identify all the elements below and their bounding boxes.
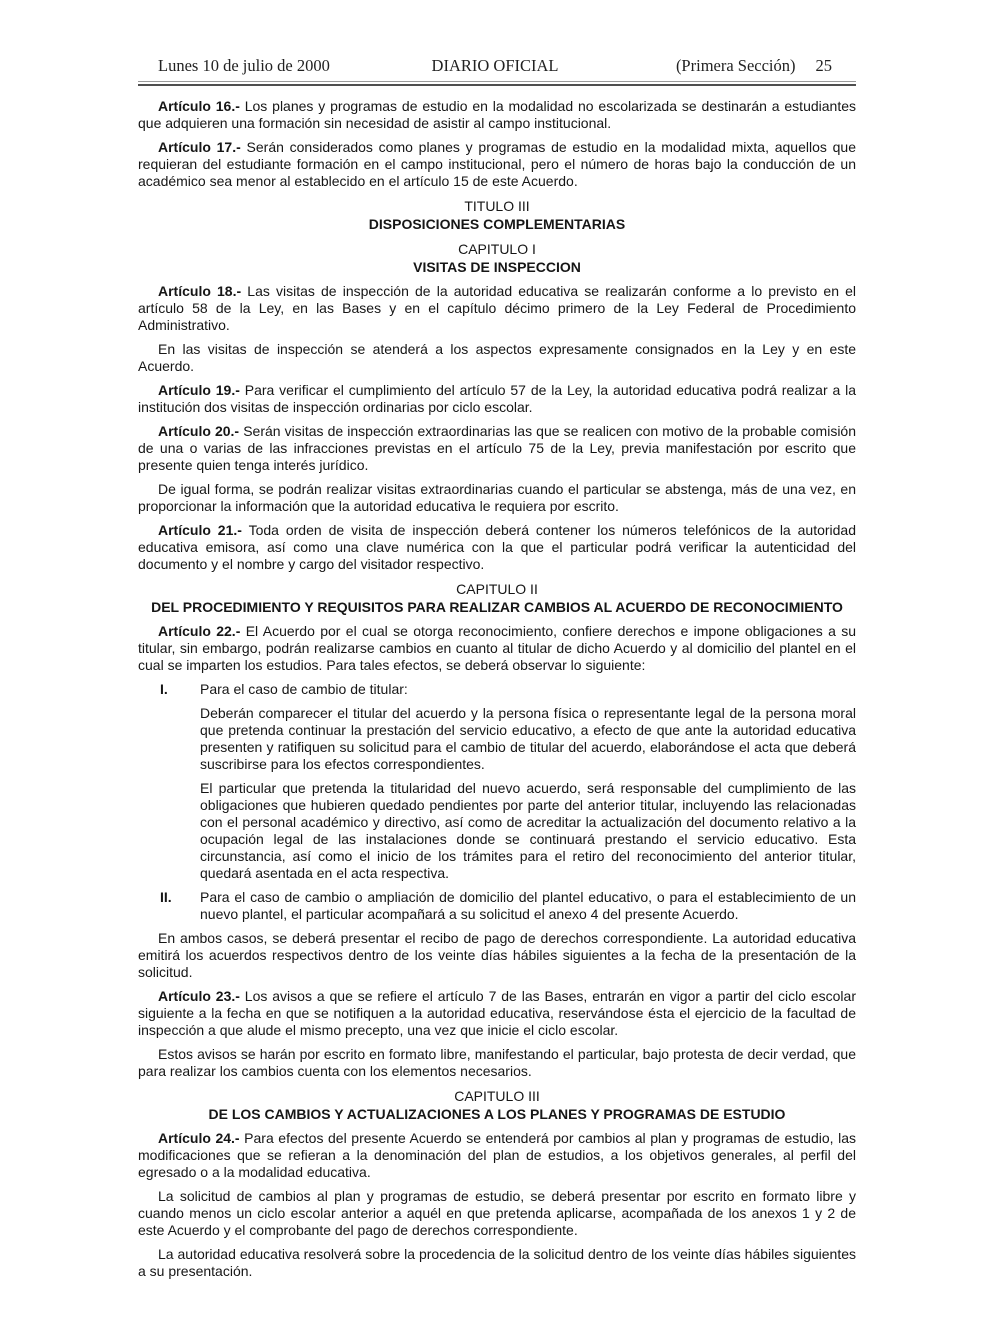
article-number-label: Artículo 21.- xyxy=(158,522,242,538)
list-marker: II. xyxy=(160,889,172,905)
body-paragraph: Estos avisos se harán por escrito en formato libre, manifestando el particular, bajo protesta de decir verdad, que para realizar los cambios cuenta con los elementos necesarios. xyxy=(138,1046,856,1079)
article-number-label: Artículo 19.- xyxy=(158,382,240,398)
body-paragraph: En ambos casos, se deberá presentar el recibo de pago de derechos correspondiente. La autoridad educativa emitirá los acuerdos respectivos dentro de los veinte días hábiles siguientes a la fecha de la presentación de la solicitud. xyxy=(138,930,856,980)
section-label: CAPITULO I xyxy=(458,241,536,257)
article-paragraph: Artículo 24.- Para efectos del presente Acuerdo se entenderá por cambios al plan y programas de estudio, las modificaciones que se refieran a la denominación del plan de estudios, a los objetivos generales, al perfil del egresado o a la modalidad educativa. xyxy=(138,1130,856,1180)
header-title: DIARIO OFICIAL xyxy=(431,56,559,75)
header-section-label: (Primera Sección) xyxy=(675,56,796,75)
section-label: TITULO III xyxy=(464,198,530,214)
list-item xyxy=(138,889,856,923)
section-title: DEL PROCEDIMIENTO Y REQUISITOS PARA REALIZAR CAMBIOS AL ACUERDO DE RECONOCIMIENTO xyxy=(151,599,843,615)
section-label: CAPITULO II xyxy=(456,581,538,597)
header-right xyxy=(558,56,832,76)
document-body xyxy=(138,98,856,1280)
list-item-text: Para el caso de cambio de titular: xyxy=(200,681,408,697)
section-title: VISITAS DE INSPECCION xyxy=(413,259,581,275)
list-item xyxy=(138,681,856,698)
section-title: DE LOS CAMBIOS Y ACTUALIZACIONES A LOS PLANES Y PROGRAMAS DE ESTUDIO xyxy=(208,1106,786,1122)
header-rule xyxy=(138,81,856,86)
article-number-label: Artículo 24.- xyxy=(158,1130,240,1146)
section-title: DISPOSICIONES COMPLEMENTARIAS xyxy=(368,216,626,232)
body-paragraph: La autoridad educativa resolverá sobre la procedencia de la solicitud dentro de los veinte días hábiles siguientes a su presentación. xyxy=(138,1246,856,1279)
article-number-label: Artículo 18.- xyxy=(158,283,242,299)
article-number-label: Artículo 17.- xyxy=(158,139,241,155)
body-paragraph: Deberán comparecer el titular del acuerdo y la persona física o representante legal de la persona moral que pretenda continuar la prestación del servicio educativo, a efecto de que ante la autoridad educativa presenten y ratifiquen su solicitud para el cambio de titular del acuerdo, elaborándose el acta que deberá suscribirse para los efectos correspondientes. xyxy=(200,705,856,772)
body-paragraph: De igual forma, se podrán realizar visitas extraordinarias cuando el particular se abstenga, más de una vez, en proporcionar la información que la autoridad educativa le requiera por escrito. xyxy=(138,481,856,514)
article-number-label: Artículo 22.- xyxy=(158,623,241,639)
article-paragraph: Artículo 19.- Para verificar el cumplimiento del artículo 57 de la Ley, la autoridad educativa podrá realizar a la institución dos visitas de inspección ordinarias por ciclo escolar. xyxy=(138,382,857,415)
body-paragraph: La solicitud de cambios al plan y programas de estudio, se deberá presentar por escrito en formato libre y cuando menos un ciclo escolar anterior a aquél en que pretenda aplicarse, acompañada de los anexos 1 y 2 de este Acuerdo y el comprobante del pago de derechos correspondiente. xyxy=(138,1188,856,1238)
article-paragraph: Artículo 18.- Las visitas de inspección de la autoridad educativa se realizarán conforme a lo previsto en el artículo 58 de la Ley, en las Bases y en el capítulo décimo primero de la Ley Federal de Procedimiento Administrativo. xyxy=(138,283,857,333)
article-paragraph: Artículo 16.- Los planes y programas de estudio en la modalidad no escolarizada se destinarán a estudiantes que adquieren una formación sin necesidad de asistir al campo institucional. xyxy=(138,98,856,131)
list-item-text: Para el caso de cambio o ampliación de domicilio del plantel educativo, o para el establecimiento de un nuevo plantel, el particular acompañará a su solicitud el anexo 4 del presente Acuerdo. xyxy=(200,889,856,922)
article-paragraph: Artículo 21.- Toda orden de visita de inspección deberá contener los números telefónicos de la autoridad educativa emisora, así como una clave numérica con la que el particular podrá verificar la autenticidad del documento y el nombre y cargo del visitador respectivo. xyxy=(138,522,857,572)
body-paragraph: En las visitas de inspección se atenderá a los aspectos expresamente consignados en la Ley y en este Acuerdo. xyxy=(138,341,856,374)
list-marker: I. xyxy=(160,681,168,697)
article-number-label: Artículo 16.- xyxy=(158,98,240,114)
section-label: CAPITULO III xyxy=(454,1088,540,1104)
document-page xyxy=(0,56,990,1336)
article-number-label: Artículo 23.- xyxy=(158,988,240,1004)
header-date: Lunes 10 de julio de 2000 xyxy=(158,56,330,75)
article-number-label: Artículo 20.- xyxy=(158,423,240,439)
article-paragraph: Artículo 20.- Serán visitas de inspección extraordinarias las que se realicen con motivo de la probable comisión de una o varias de las infracciones previstas en el artículo 75 de la Ley, previa manifestación por escrito que presente quien tenga interés jurídico. xyxy=(138,423,857,473)
body-paragraph: El particular que pretenda la titularidad del nuevo acuerdo, será responsable del cumplimiento de las obligaciones que hubieren quedado pendientes por parte del anterior titular, incluyendo las relacionadas con el personal académico y directivo, así como de acreditar la actualización del documento relativo a la ocupación legal de las instalaciones donde se continuará prestando el servicio educativo. Esta circunstancia, así como el inicio de los trámites para el retiro del reconocimiento del anterior titular, quedará asentada en el acta respectiva. xyxy=(200,780,856,881)
article-paragraph: Artículo 23.- Los avisos a que se refiere el artículo 7 de las Bases, entrarán en vigor a partir del ciclo escolar siguiente a la fecha en que se notifiquen a la autoridad educativa, reservándose ésta el ejercicio de la facultad de inspección a que alude el mismo precepto, una vez que inicie el ciclo escolar. xyxy=(138,988,856,1038)
page-header xyxy=(138,56,856,81)
header-page-number: 25 xyxy=(815,56,833,75)
article-paragraph: Artículo 22.- El Acuerdo por el cual se otorga reconocimiento, confiere derechos e impone obligaciones a su titular, sin embargo, podrán realizarse cambios en cuanto al titular de dicho Acuerdo y al domicilio del plantel en el cual se imparten los estudios. Para tales efectos, se deberá observar lo siguiente: xyxy=(138,623,856,673)
article-paragraph: Artículo 17.- Serán considerados como planes y programas de estudio en la modalidad mixta, aquellos que requieran del estudiante formación en el campo institucional, pero el número de horas bajo la conducción de un académico sea menor al establecido en el artículo 15 de este Acuerdo. xyxy=(138,139,856,189)
